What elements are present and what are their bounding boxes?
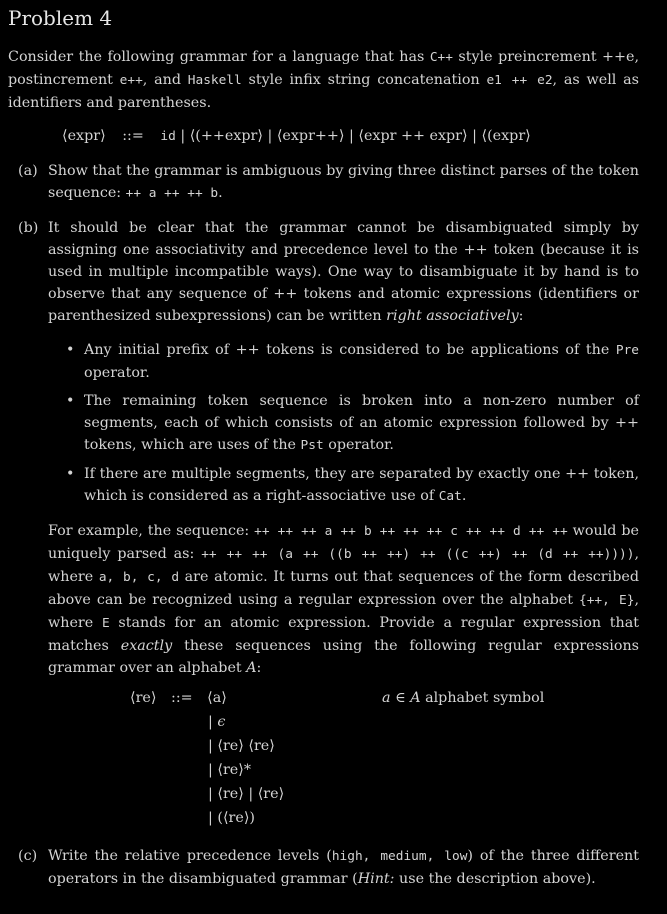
example-text: are atomic. It turns out that sequences of the form described above can be recognized using a regular expression over the alphabet (48, 569, 639, 608)
concat-code: e1 ++ e2 (486, 73, 553, 88)
grammar-alt-concat: ⟨ expr ++ expr ⟩ (358, 128, 467, 144)
regex-alt-concat (208, 735, 275, 757)
regex-bar: | (208, 714, 213, 730)
example-text: stands for an atomic expression. Provide a regular expression that matches (48, 615, 639, 654)
example-text: these sequences using the following regular expressions grammar over an alphabet (48, 638, 639, 676)
example-text: , where (48, 546, 639, 585)
grammar-def-symbol: ::= (122, 128, 144, 144)
preincrement-expr: ++e (602, 49, 635, 65)
intro-text: , as well as identifiers and parentheses. (8, 72, 639, 111)
part-a-token-sequence: ++ a ++ ++ b (125, 186, 219, 201)
bullet-text: operator. (323, 437, 394, 453)
intro-text: , postincrement (8, 49, 639, 88)
part-c-text: ) of the three different operators in the disambiguated grammar ( (48, 848, 640, 887)
bullet-text: . (461, 488, 467, 504)
cat-operator-code: Cat (438, 489, 462, 504)
regex-def-symbol: ::= (171, 690, 193, 706)
intro-paragraph (8, 46, 639, 114)
part-a (8, 160, 639, 205)
rules-list (48, 339, 639, 508)
exactly-emphasis: exactly (120, 638, 173, 654)
example-text: , where (48, 592, 639, 631)
example-text: would be uniquely parsed as: (48, 523, 639, 562)
regex-note (382, 687, 544, 709)
regex-concat: ⟨re⟩ ⟨re⟩ (217, 738, 275, 754)
postincrement-code: e++ (119, 73, 143, 88)
regex-lhs: ⟨ re ⟩ (130, 690, 156, 706)
grammar-separator: | (262, 128, 277, 144)
bullet-text: If there are multiple segments, they are separated by exactly one ++ token, which is considered as a right-associative use of (84, 466, 639, 504)
cpp-code: C++ (429, 50, 453, 65)
regex-paren: (⟨re⟩) (217, 810, 255, 826)
alphabet-symbol: A (246, 660, 257, 676)
regex-alt-star (208, 759, 251, 781)
grammar-alt-preincrement: ⟨ (++expr ⟩ (190, 128, 263, 144)
haskell-code: Haskell (187, 73, 242, 88)
precedence-levels-code: high, medium, low (331, 849, 468, 864)
regex-alternation: ⟨re⟩ | ⟨re⟩ (217, 786, 285, 802)
part-c-text: Write the relative precedence levels ( (48, 848, 332, 864)
intro-text: , and (142, 72, 188, 88)
intro-text: Consider the following grammar for a language that has (8, 49, 430, 65)
grammar-alt-postincrement: ⟨ expr++ ⟩ (277, 128, 345, 144)
part-c (8, 845, 639, 890)
regex-bar: | (208, 786, 213, 802)
regex-grammar (48, 687, 639, 835)
part-b-text: It should be clear that the grammar cannot be disambiguated simply by assigning one associativity and precedence level to the ++ token (because it is used in multiple incompatible ways). One way to disambiguate it by hand is to observe that any sequence of ++ tokens and atomic expressions (identifiers or parenthesized subexpressions) can be written (48, 220, 639, 324)
grammar-lhs: ⟨ expr ⟩ (62, 128, 106, 144)
part-a-text: . (218, 185, 223, 201)
regex-note-text: alphabet symbol (420, 690, 545, 706)
atoms-code: a, b, c, d (98, 570, 180, 585)
list-item (84, 339, 639, 384)
regex-bar: | (208, 762, 213, 778)
pre-operator-code: Pre (615, 343, 639, 358)
part-a-text: Show that the grammar is ambiguous by giving three distinct parses of the token sequence: (48, 163, 639, 201)
grammar-separator: | (175, 128, 190, 144)
regex-epsilon: ϵ (217, 714, 226, 730)
list-item (84, 390, 639, 457)
right-associatively-emphasis: right associatively (386, 308, 519, 324)
example-text: For example, the sequence: (48, 523, 255, 539)
part-b-paragraph (48, 217, 639, 327)
list-item (84, 463, 639, 508)
bullet-text: operator. (84, 365, 150, 381)
atomic-symbol-code: E (101, 616, 110, 631)
hint-label: Hint: (357, 871, 395, 887)
bullet-text: Any initial prefix of ++ tokens is considered to be applications of the (84, 342, 616, 358)
grammar-separator: | (344, 128, 359, 144)
regex-star: ⟨re⟩* (217, 762, 251, 778)
part-b-text: : (518, 308, 524, 324)
part-b-label: (b) (18, 220, 39, 236)
regex-alt-symbol: ⟨ a ⟩ (207, 690, 227, 706)
regex-alt-paren (208, 807, 255, 829)
part-b (8, 217, 639, 835)
expr-grammar (62, 125, 639, 148)
example-paragraph (48, 520, 639, 679)
bullet-text: The remaining token sequence is broken into a non-zero number of segments, each of which consists of an atomic expression followed by ++ tokens, which are uses of the (84, 393, 639, 453)
grammar-alt-id: id (160, 129, 176, 144)
grammar-separator: | (467, 128, 482, 144)
part-a-label: (a) (18, 163, 38, 179)
problem-title: Problem 4 (8, 6, 113, 30)
regex-note-alphabet: A (410, 690, 421, 706)
part-c-label: (c) (18, 848, 38, 864)
regex-bar: | (208, 738, 213, 754)
example-text: : (256, 660, 262, 676)
regex-first-row (130, 687, 227, 709)
grammar-alt-paren: ⟨ (expr ⟩ (482, 128, 531, 144)
regex-note-symbol: a ∈ (382, 690, 411, 706)
alphabet-code: {++, E} (579, 593, 635, 608)
intro-text: style preincrement (452, 49, 603, 65)
example-sequence: ++ ++ ++ a ++ b ++ ++ ++ c ++ ++ d ++ ++ (254, 524, 568, 539)
regex-alt-epsilon (208, 711, 225, 733)
part-c-text: use the description above). (394, 871, 596, 887)
regex-alt-alternation (208, 783, 284, 805)
regex-bar: | (208, 810, 213, 826)
example-parse: ++ ++ ++ (a ++ ((b ++ ++) ++ ((c ++) ++ (d ++ ++)))) (201, 547, 635, 562)
intro-text: style infix string concatenation (241, 72, 487, 88)
pst-operator-code: Pst (300, 438, 324, 453)
